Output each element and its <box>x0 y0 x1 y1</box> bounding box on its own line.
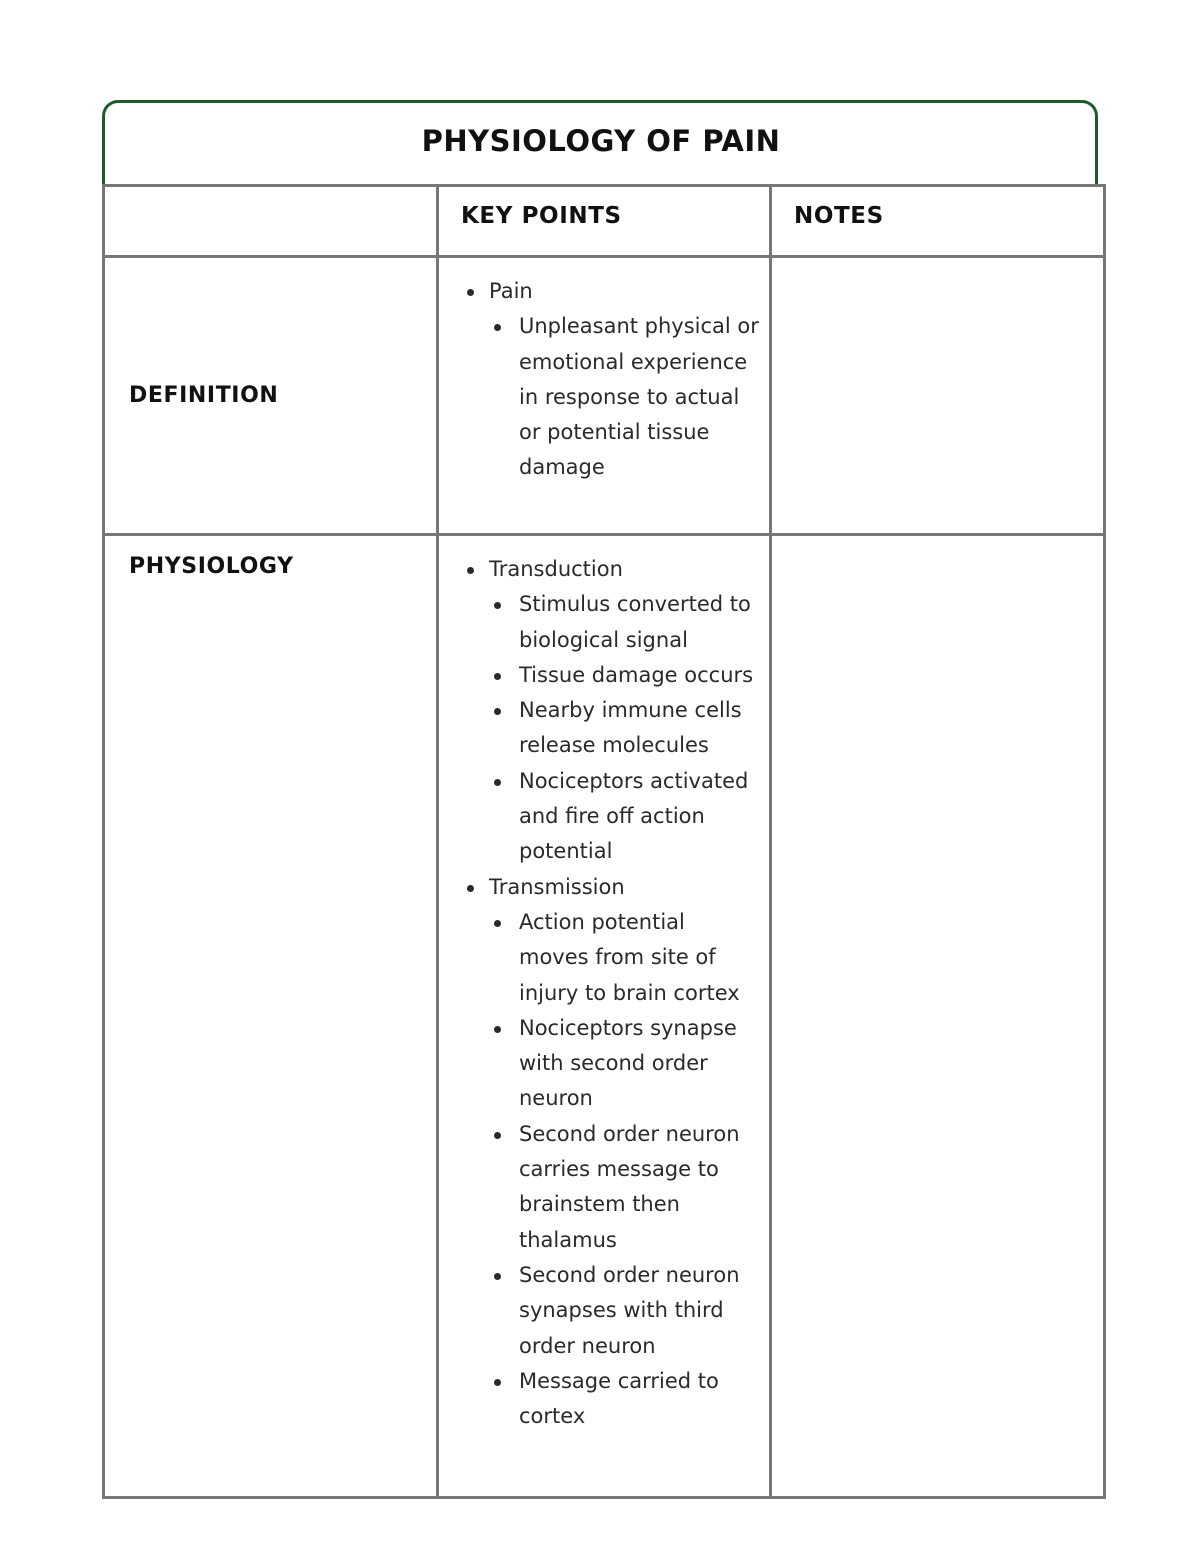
list-item <box>467 274 759 486</box>
sub-list-item: Nearby immune cells release molecules <box>519 693 759 764</box>
header-cell-topic <box>104 186 438 257</box>
key-points-list <box>439 536 769 1434</box>
table-row-definition <box>104 257 1105 535</box>
bullet-text: Pain <box>489 279 533 303</box>
row-label-physiology: PHYSIOLOGY <box>129 554 294 579</box>
bullet-text: Transmission <box>489 874 625 899</box>
bullet-text: Transduction <box>489 557 623 581</box>
row-label-definition: DEFINITION <box>129 383 279 408</box>
sub-list-item: Second order neuron synapses with third order neuron <box>519 1258 759 1364</box>
header-label-topic <box>105 187 436 203</box>
key-points-cell <box>438 535 771 1498</box>
notes-table <box>102 184 1106 1499</box>
sub-list-item: Action potential moves from site of injury to brain cortex <box>519 905 759 1011</box>
key-points-list <box>439 258 769 486</box>
sub-list <box>489 905 759 1434</box>
list-item <box>467 552 759 870</box>
sub-list-item: Tissue damage occurs <box>519 658 759 693</box>
list-item <box>467 870 759 1435</box>
sub-list <box>489 309 759 485</box>
sub-list-item: Nociceptors synapse with second order neuron <box>519 1011 759 1117</box>
sub-list-item: Nociceptors activated and fire off action potential <box>519 764 759 870</box>
key-points-cell <box>438 257 771 535</box>
table-row-physiology <box>104 535 1105 1498</box>
sub-list-item: Second order neuron carries message to brainstem then thalamus <box>519 1117 759 1258</box>
table-header-row <box>104 186 1105 257</box>
sub-list-item: Message carried to cortex <box>519 1364 759 1435</box>
header-label-notes: NOTES <box>794 203 884 229</box>
row-label-cell <box>104 535 438 1498</box>
notes-cell[interactable] <box>771 535 1105 1498</box>
notes-cell[interactable] <box>771 257 1105 535</box>
page-title: PHYSIOLOGY OF PAIN <box>421 124 781 158</box>
header-label-key-points: KEY POINTS <box>461 203 622 229</box>
title-row <box>102 100 1100 186</box>
sub-list <box>489 587 759 869</box>
header-cell-key-points <box>438 186 771 257</box>
notes-sheet <box>102 100 1100 1497</box>
header-cell-notes <box>771 186 1105 257</box>
sub-list-item: Stimulus converted to biological signal <box>519 587 759 658</box>
sub-list-item: Unpleasant physical or emotional experience in response to actual or potential tissue damage <box>519 309 759 485</box>
row-label-cell <box>104 257 438 535</box>
